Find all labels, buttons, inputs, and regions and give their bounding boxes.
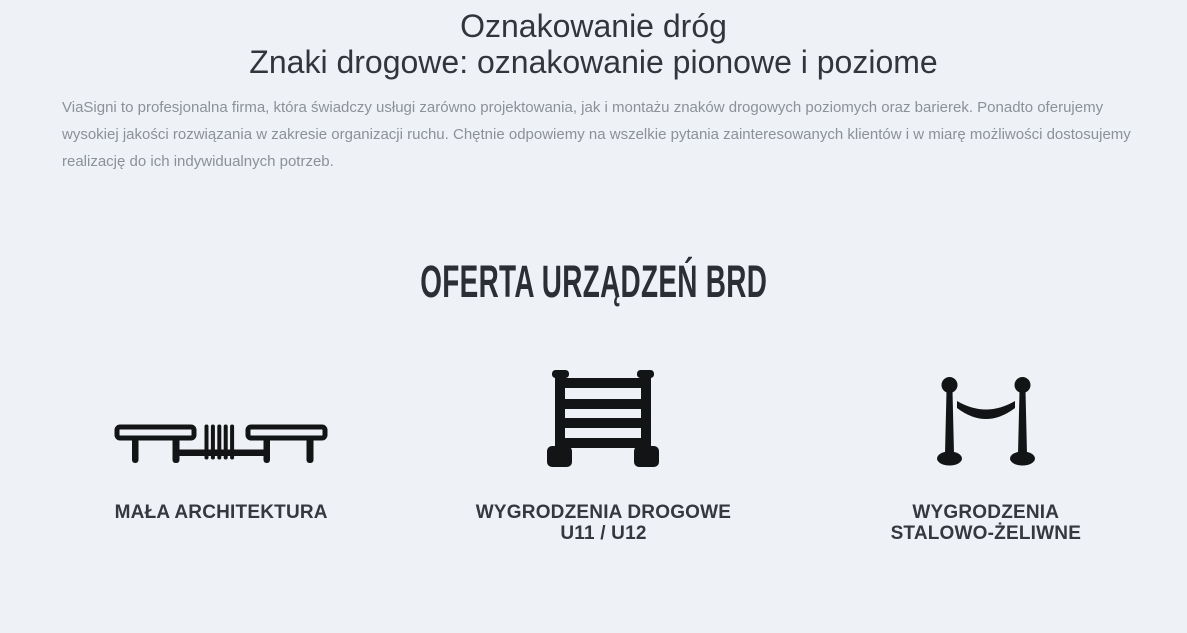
stanchion-rope-barrier-icon [936, 370, 1036, 468]
road-barrier-icon [547, 370, 659, 468]
section-title-text: OFERTA URZĄDZEŃ BRD [420, 256, 767, 307]
offer-label-line: U11 / U12 [560, 523, 647, 544]
bench-bike-rack-icon [113, 370, 329, 468]
offer-label-line: WYGRODZENIA [912, 502, 1060, 523]
offer-label [476, 502, 731, 544]
offer-label-line: WYGRODZENIA DROGOWE [475, 502, 732, 523]
page-title-line1: Oznakowanie dróg [460, 8, 727, 44]
offer-item-wygrodzenia-drogowe[interactable] [412, 370, 794, 544]
offer-item-wygrodzenia-stalowo-zeliwne[interactable] [795, 370, 1177, 544]
intro-paragraph [62, 94, 1131, 175]
page-title [20, 8, 1167, 80]
offer-label-line: STALOWO-ŻELIWNE [890, 523, 1082, 544]
intro-line: realizację do ich indywidualnych potrzeb. [62, 153, 334, 170]
offer-label [891, 502, 1082, 544]
offer-label-line: MAŁA ARCHITEKTURA [114, 502, 328, 523]
intro-line: ViaSigni to profesjonalna firma, która świadczy usługi zarówno projektowania, jak i montażu znaków drogowych poziomych oraz barierek. Ponadto oferujemy [62, 99, 1104, 116]
offer-grid [0, 370, 1187, 544]
page-title-line2: Znaki drogowe: oznakowanie pionowe i poziome [249, 44, 938, 80]
intro-line: wysokiej jakości rozwiązania w zakresie organizacji ruchu. Chętnie odpowiemy na wszelkie pytania zainteresowanych klientów i w miarę możliwości dostosujemy [62, 126, 1131, 143]
offer-label [115, 502, 328, 523]
section-title [0, 256, 1187, 308]
offer-item-mala-architektura[interactable] [30, 370, 412, 544]
